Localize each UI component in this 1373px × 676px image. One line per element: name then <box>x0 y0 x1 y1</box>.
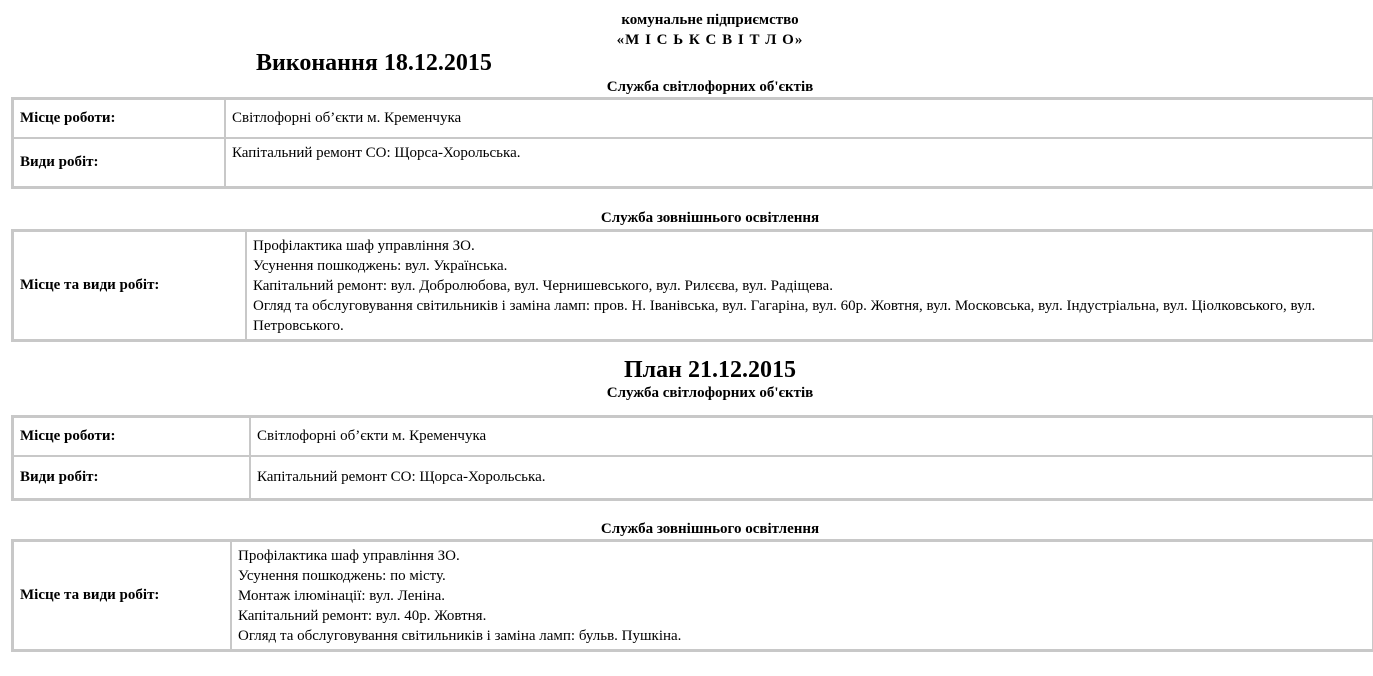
list-item: Огляд та обслуговування світильників і заміна ламп: бульв. Пушкіна. <box>238 628 682 644</box>
plan-lighting-service-title: Служба зовнішнього освітлення <box>600 521 820 537</box>
table-row <box>13 417 1373 456</box>
lighting-works-cell <box>246 231 1373 340</box>
plan-title: План 21.12.2015 <box>624 357 796 383</box>
place-label: Місце роботи: <box>13 99 225 138</box>
list-item: Профілактика шаф управління ЗО. <box>253 238 475 254</box>
execution-title: Виконання 18.12.2015 <box>256 50 492 76</box>
table-row <box>13 456 1373 499</box>
works-value: Капітальний ремонт СО: Щорса-Хорольська. <box>250 456 1373 499</box>
works-value: Капітальний ремонт СО: Щорса-Хорольська. <box>225 138 1373 187</box>
plan-lighting-table <box>11 539 1373 652</box>
works-label: Види робіт: <box>13 138 225 187</box>
list-item: Капітальний ремонт: вул. Добролюбова, вул. Чернишевського, вул. Рилєєва, вул. Радіщева. <box>253 278 833 294</box>
organization-name: «М І С Ь К С В І Т Л О» <box>616 32 804 48</box>
list-item: Усунення пошкоджень: вул. Українська. <box>253 258 508 274</box>
place-and-works-label: Місце та види робіт: <box>13 541 231 650</box>
place-and-works-label: Місце та види робіт: <box>13 231 246 340</box>
list-item: Капітальний ремонт: вул. 40р. Жовтня. <box>238 608 487 624</box>
organization-type: комунальне підприємство <box>621 12 799 28</box>
lighting-works-cell <box>231 541 1373 650</box>
execution-lighting-service-title: Служба зовнішнього освітлення <box>600 210 820 226</box>
execution-traffic-service-title: Служба світлофорних об'єктів <box>606 79 814 95</box>
list-item: Профілактика шаф управління ЗО. <box>238 548 460 564</box>
execution-traffic-table <box>11 97 1373 189</box>
list-item: Усунення пошкоджень: по місту. <box>238 568 446 584</box>
table-row <box>13 231 1373 340</box>
place-label: Місце роботи: <box>13 417 250 456</box>
place-value: Світлофорні об’єкти м. Кременчука <box>250 417 1373 456</box>
plan-traffic-service-title: Служба світлофорних об'єктів <box>606 385 814 401</box>
list-item: Огляд та обслуговування світильників і заміна ламп: пров. Н. Іванівська, вул. Гагаріна, вул. 60р. Жовтня, вул. Московська, вул. Індустріальна, вул. Ціолковського, вул. Петровського. <box>253 298 1316 334</box>
table-row <box>13 99 1373 138</box>
execution-lighting-table <box>11 229 1373 342</box>
place-value: Світлофорні об’єкти м. Кременчука <box>225 99 1373 138</box>
table-row <box>13 138 1373 187</box>
works-label: Види робіт: <box>13 456 250 499</box>
table-row <box>13 541 1373 650</box>
list-item: Монтаж ілюмінації: вул. Леніна. <box>238 588 446 604</box>
plan-traffic-table <box>11 415 1373 501</box>
